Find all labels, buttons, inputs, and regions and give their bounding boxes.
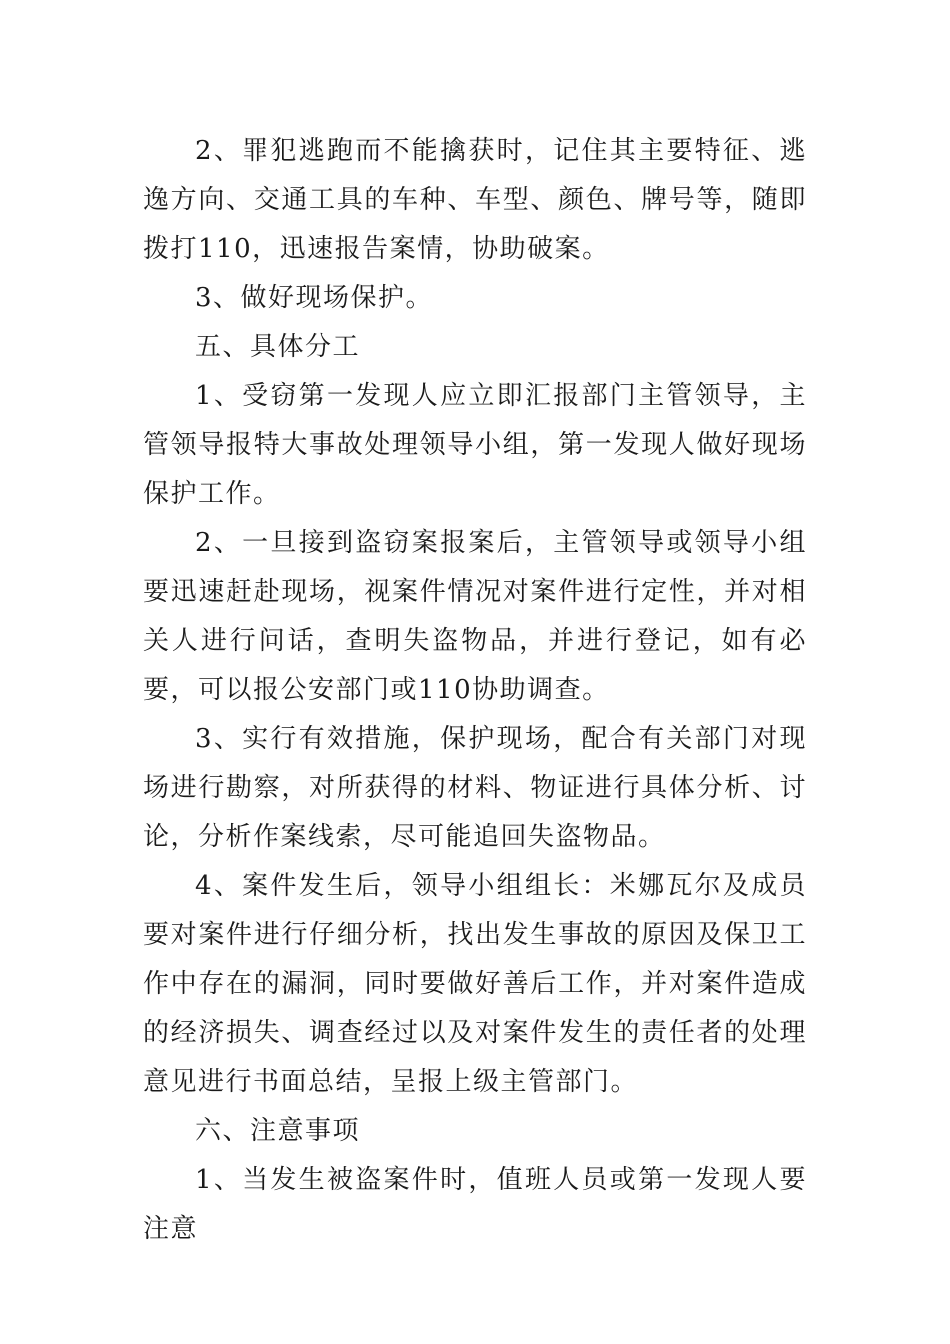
paragraph-effective-measures: 3、实行有效措施，保护现场，配合有关部门对现场进行勘察，对所获得的材料、物证进行具体分析、讨论，分析作案线索，尽可能追回失盗物品。 <box>143 724 807 852</box>
document-body <box>143 127 807 1254</box>
paragraph-scene-protection: 3、做好现场保护。 <box>195 283 434 313</box>
section-heading-division-of-labor: 五、具体分工 <box>195 332 361 362</box>
paragraph-theft-occurrence: 1、当发生被盗案件时，值班人员或第一发现人要注意 <box>143 1165 807 1244</box>
section-heading-precautions: 六、注意事项 <box>195 1116 361 1146</box>
paragraph-first-discoverer: 1、受窃第一发现人应立即汇报部门主管领导，主管领导报特大事故处理领导小组，第一发现人做好现场保护工作。 <box>143 381 807 509</box>
paragraph-after-report: 2、一旦接到盗窃案报案后，主管领导或领导小组要迅速赶赴现场，视案件情况对案件进行定性，并对相关人进行问话，查明失盗物品，并进行登记，如有必要，可以报公安部门或110协助调查。 <box>143 528 807 705</box>
paragraph-escape-report: 2、罪犯逃跑而不能擒获时，记住其主要特征、逃逸方向、交通工具的车种、车型、颜色、牌号等，随即拨打110，迅速报告案情，协助破案。 <box>143 136 807 264</box>
paragraph-case-analysis: 4、案件发生后，领导小组组长：米娜瓦尔及成员要对案件进行仔细分析，找出发生事故的原因及保卫工作中存在的漏洞，同时要做好善后工作，并对案件造成的经济损失、调查经过以及对案件发生的责任者的处理意见进行书面总结，呈报上级主管部门。 <box>143 871 807 1097</box>
